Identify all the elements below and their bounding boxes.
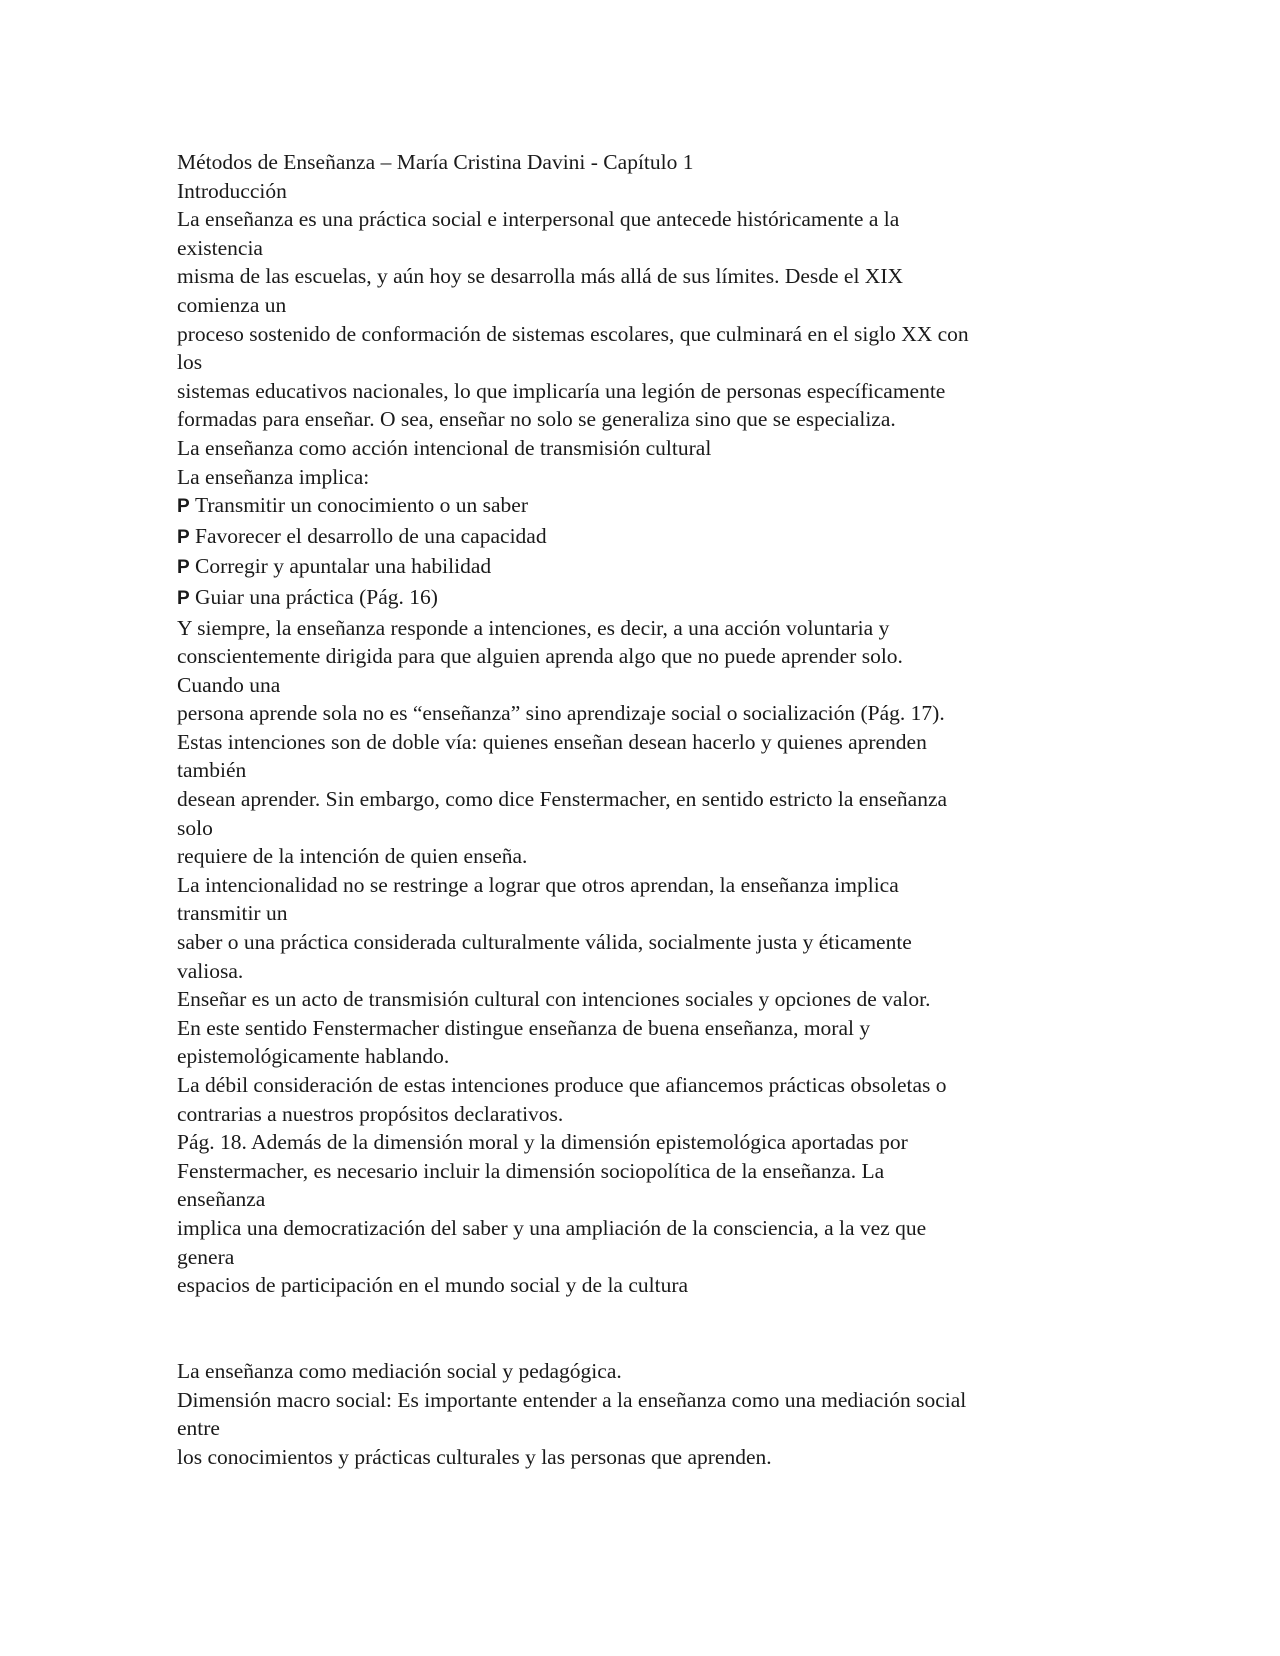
text-line: los bbox=[177, 350, 203, 375]
text-line: En este sentido Fenstermacher distingue enseñanza de buena enseñanza, moral y bbox=[177, 1015, 871, 1040]
text-line: conscientemente dirigida para que alguien aprenda algo que no puede aprender solo. bbox=[177, 644, 903, 669]
text-line: existencia bbox=[177, 235, 263, 260]
text-line: La débil consideración de estas intenciones produce que afiancemos prácticas obsoletas o bbox=[177, 1073, 947, 1097]
text-line: valiosa. bbox=[177, 958, 244, 983]
text-line: desean aprender. Sin embargo, como dice Fenstermacher, en sentido estricto la enseñanza bbox=[177, 787, 948, 812]
bullet-item bbox=[177, 552, 1117, 583]
bullet-text: Transmitir un conocimiento o un saber bbox=[195, 493, 529, 518]
text-line: Pág. 18. Además de la dimensión moral y la dimensión epistemológica aportadas por bbox=[177, 1130, 908, 1155]
text-line: sistemas educativos nacionales, lo que implicaría una legión de personas específicamente bbox=[177, 378, 946, 403]
text-line: Y siempre, la enseñanza responde a intenciones, es decir, a una acción voluntaria y bbox=[177, 615, 890, 640]
text-line: La enseñanza es una práctica social e interpersonal que antecede históricamente a la bbox=[177, 207, 900, 232]
bullet-text: Corregir y apuntalar una habilidad bbox=[195, 554, 492, 579]
text-line: Enseñar es un acto de transmisión cultural con intenciones sociales y opciones de valor. bbox=[177, 987, 931, 1012]
text-line: epistemológicamente hablando. bbox=[177, 1044, 450, 1069]
text-line: proceso sostenido de conformación de sistemas escolares, que culminará en el siglo XX con bbox=[177, 321, 969, 346]
text-line: formadas para enseñar. O sea, enseñar no solo se generaliza sino que se especializa. bbox=[177, 407, 896, 432]
text-line: implica una democratización del saber y una ampliación de la consciencia, a la vez que bbox=[177, 1215, 927, 1240]
bullet-item bbox=[177, 491, 1117, 522]
text-line: espacios de participación en el mundo social y de la cultura bbox=[177, 1273, 689, 1298]
text-line: entre bbox=[177, 1416, 220, 1441]
section-heading-mediacion: La enseñanza como mediación social y pedagógica. bbox=[177, 1358, 622, 1383]
text-line: La intencionalidad no se restringe a lograr que otros aprendan, la enseñanza implica bbox=[177, 872, 899, 897]
text-line: comienza un bbox=[177, 292, 287, 317]
bullet-mark: P bbox=[177, 496, 190, 518]
bullet-text: Favorecer el desarrollo de una capacidad bbox=[195, 523, 547, 548]
bullet-mark: P bbox=[177, 587, 190, 609]
document-title: Métodos de Enseñanza – María Cristina Davini - Capítulo 1 bbox=[177, 150, 694, 174]
text-line: contrarias a nuestros propósitos declarativos. bbox=[177, 1101, 564, 1126]
text-line: solo bbox=[177, 815, 213, 840]
bullet-item bbox=[177, 522, 1117, 553]
section-heading-transmision: La enseñanza como acción intencional de transmisión cultural bbox=[177, 435, 712, 460]
paragraph-gap bbox=[177, 1300, 1117, 1357]
text-line: también bbox=[177, 758, 247, 783]
text-line: requiere de la intención de quien enseña. bbox=[177, 844, 528, 869]
text-line: Fenstermacher, es necesario incluir la dimensión sociopolítica de la enseñanza. La bbox=[177, 1158, 885, 1183]
text-line: misma de las escuelas, y aún hoy se desarrolla más allá de sus límites. Desde el XIX bbox=[177, 264, 904, 289]
text-line: saber o una práctica considerada culturalmente válida, socialmente justa y éticamente bbox=[177, 930, 912, 955]
text-line: Dimensión macro social: Es importante entender a la enseñanza como una mediación social bbox=[177, 1387, 967, 1412]
section-heading-introduccion: Introducción bbox=[177, 178, 287, 203]
text-line: Cuando una bbox=[177, 672, 281, 697]
text-line: enseñanza bbox=[177, 1187, 266, 1212]
document-page bbox=[177, 148, 1117, 1471]
text-line: los conocimientos y prácticas culturales y las personas que aprenden. bbox=[177, 1444, 772, 1469]
bullet-mark: P bbox=[177, 557, 190, 579]
text-line: La enseñanza implica: bbox=[177, 464, 370, 489]
bullet-text: Guiar una práctica (Pág. 16) bbox=[195, 584, 438, 609]
text-line: persona aprende sola no es “enseñanza” sino aprendizaje social o socialización (Pág. 17). bbox=[177, 701, 945, 726]
text-line: genera bbox=[177, 1244, 235, 1269]
text-line: Estas intenciones son de doble vía: quienes enseñan desean hacerlo y quienes aprenden bbox=[177, 729, 927, 754]
bullet-mark: P bbox=[177, 526, 190, 548]
text-line: transmitir un bbox=[177, 901, 288, 926]
bullet-item bbox=[177, 583, 1117, 614]
